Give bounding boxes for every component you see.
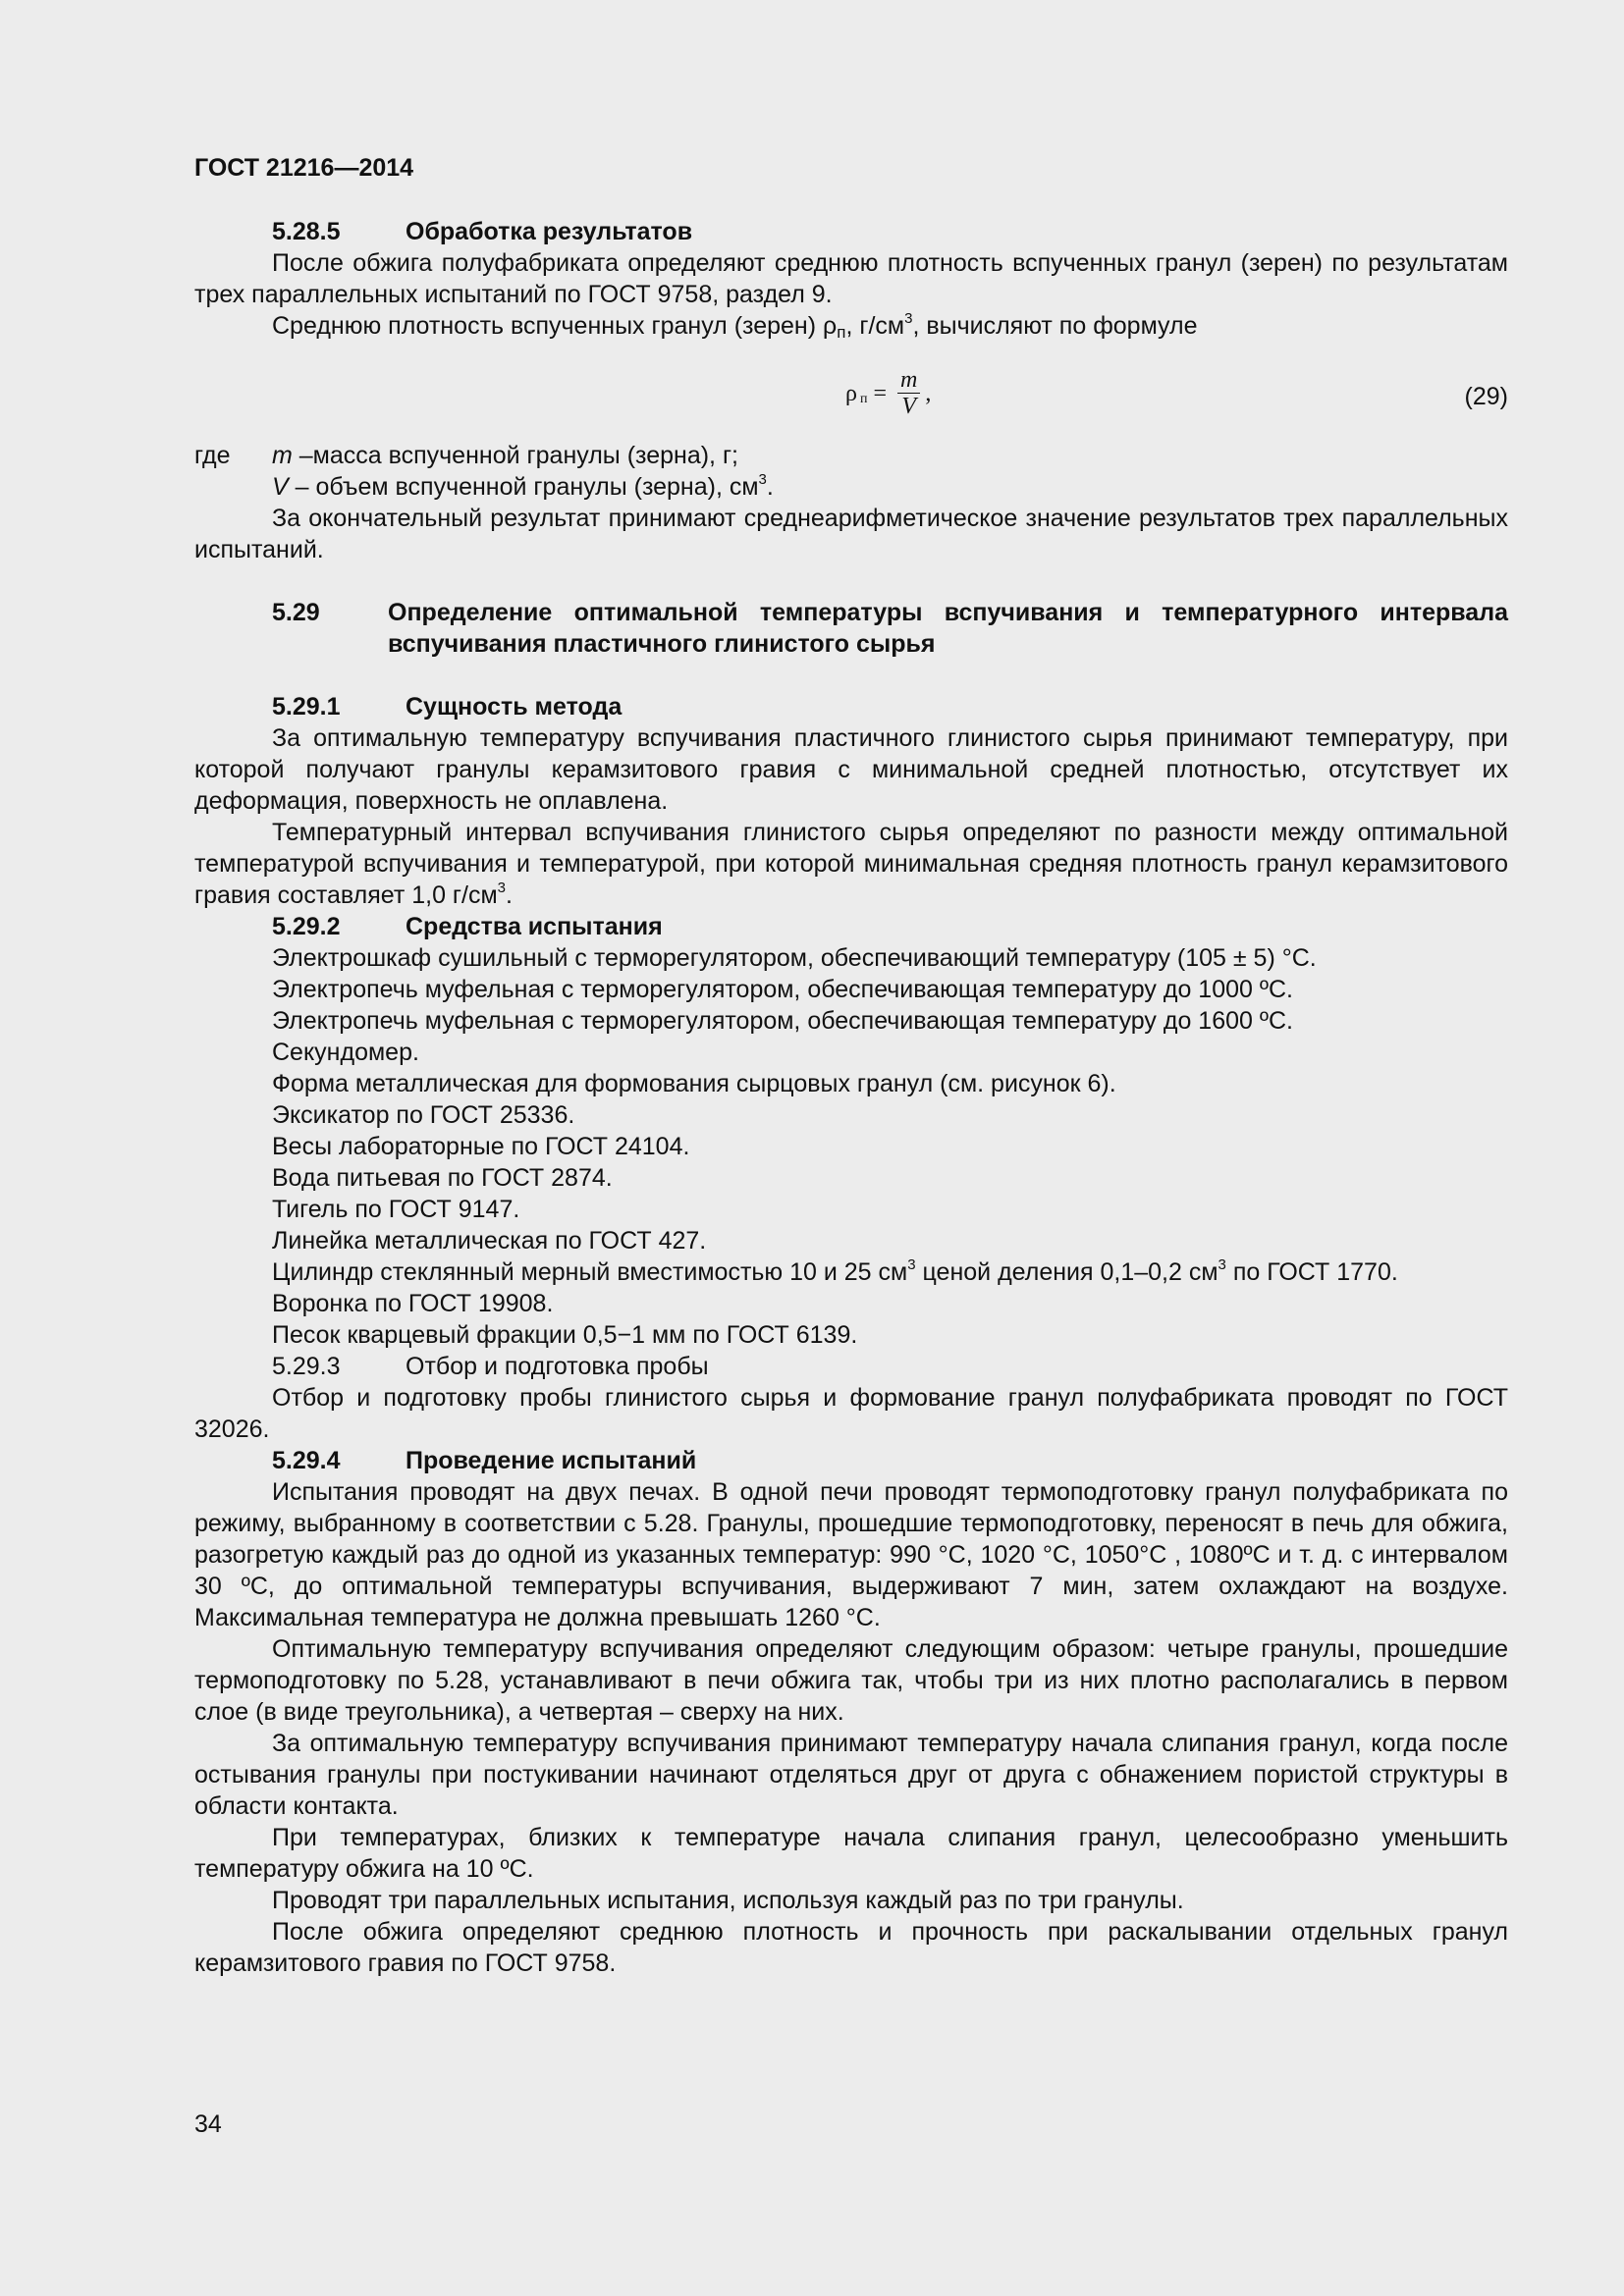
section-heading-5-28-5: [194, 216, 1508, 247]
paragraph: Оптимальную температуру вспучивания определяют следующим образом: четыре гранулы, прошедшие термоподготовку по 5.28, устанавливают в печи обжига так, чтобы три из них плотно располагались в первом слое (в виде треугольника), а четвертая – сверху на них.: [194, 1635, 1508, 1726]
superscript: 3: [904, 310, 913, 327]
superscript: 3: [758, 471, 767, 488]
paragraph: За окончательный результат принимают среднеарифметическое значение результатов трех параллельных испытаний.: [194, 505, 1508, 563]
text-run: .: [506, 881, 513, 909]
formula-lhs: ρ: [845, 380, 857, 406]
section-title: Сущность метода: [406, 693, 623, 721]
list-item: Форма металлическая для формования сырцовых гранул (см. рисунок 6).: [272, 1070, 1116, 1097]
where-indent: [194, 471, 272, 503]
section-heading-5-29-4: [194, 1445, 1508, 1476]
formula-equals: =: [873, 380, 888, 406]
list-item: [194, 1256, 1508, 1288]
paragraph: [194, 310, 1508, 342]
text-run: .: [766, 473, 774, 501]
paragraph: [194, 817, 1508, 911]
where-line-2: [194, 471, 1508, 503]
document-header: ГОСТ 21216—2014: [194, 154, 414, 182]
section-title: Проведение испытаний: [406, 1447, 697, 1474]
paragraph: После обжига полуфабриката определяют среднюю плотность вспученных гранул (зерен) по результатам трех параллельных испытаний по ГОСТ 9758, раздел 9.: [194, 249, 1508, 308]
variable-description: –масса вспученной гранулы (зерна), г;: [292, 442, 739, 469]
where-line-1: [194, 440, 1508, 471]
text-run: Цилиндр стеклянный мерный вместимостью 10 и 25 см: [272, 1258, 908, 1286]
list-item: Воронка по ГОСТ 19908.: [272, 1290, 554, 1317]
list-item: Тигель по ГОСТ 9147.: [272, 1196, 520, 1223]
variable-v: V: [272, 473, 289, 501]
section-number: 5.29.2: [272, 913, 341, 940]
formula-denominator: V: [897, 393, 920, 419]
text-run: , вычисляют по формуле: [912, 312, 1198, 340]
paragraph: За оптимальную температуру вспучивания принимают температуру начала слипания гранул, когда после остывания гранулы при постукивании начинают отделяться друг от друга с обнажением пористой структуры в области контакта.: [194, 1730, 1508, 1820]
section-heading-5-29-1: [194, 691, 1508, 722]
list-item: Линейка металлическая по ГОСТ 427.: [272, 1227, 707, 1255]
list-item: Электропечь муфельная с терморегулятором, обеспечивающая температуру до 1000 ºС.: [272, 976, 1293, 1003]
paragraph: При температурах, близких к температуре начала слипания гранул, целесообразно уменьшить температуру обжига на 10 ºС.: [194, 1824, 1508, 1883]
formula-number: (29): [1464, 383, 1508, 410]
section-number: 5.28.5: [272, 218, 341, 245]
section-number: 5.29: [272, 599, 320, 626]
section-number: 5.29.1: [272, 693, 341, 721]
paragraph: После обжига определяют среднюю плотность и прочность при раскалывании отдельных гранул керамзитового гравия по ГОСТ 9758.: [194, 1918, 1508, 1977]
text-run: ценой деления 0,1–0,2 см: [915, 1258, 1218, 1286]
section-heading-5-29: [194, 597, 1508, 660]
text-run: , г/см: [845, 312, 905, 340]
where-label: где: [194, 442, 231, 469]
section-title: Средства испытания: [406, 913, 663, 940]
section-heading-5-29-3: [194, 1351, 1508, 1382]
section-number: 5.29.3: [272, 1353, 341, 1380]
list-item: Песок кварцевый фракции 0,5−1 мм по ГОСТ 6139.: [272, 1321, 858, 1349]
text-run: Температурный интервал вспучивания глинистого сырья определяют по разности между оптимальной температурой вспучивания и температурой, при которой минимальная средняя плотность гранул керамзитового гравия составляет 1,0 г/см: [194, 819, 1508, 909]
section-title: Определение оптимальной температуры вспучивания и температурного интервала вспучивания пластичного глинистого сырья: [388, 599, 1508, 658]
text-run: по ГОСТ 1770.: [1225, 1258, 1398, 1286]
spacer: [194, 565, 1508, 597]
superscript: 3: [1218, 1256, 1226, 1273]
paragraph: Отбор и подготовку пробы глинистого сырья и формование гранул полуфабриката проводят по ГОСТ 32026.: [194, 1384, 1508, 1443]
spacer: [194, 660, 1508, 691]
list-item: Электропечь муфельная с терморегулятором, обеспечивающая температуру до 1600 ºС.: [272, 1007, 1293, 1035]
paragraph: За оптимальную температуру вспучивания пластичного глинистого сырья принимают температуру, при которой получают гранулы керамзитового гравия с минимальной средней плотностью, отсутствует их деформация, поверхность не оплавлена.: [194, 724, 1508, 815]
formula-29: [194, 342, 1508, 440]
text-run: Среднюю плотность вспученных гранул (зерен) ρ: [272, 312, 838, 340]
subscript: п: [837, 323, 846, 342]
list-item: Вода питьевая по ГОСТ 2874.: [272, 1164, 613, 1192]
section-number: 5.29.4: [272, 1447, 341, 1474]
formula-expression: ρ $_п$ = $\frac{m}{V}$ ,: [845, 367, 932, 419]
superscript: 3: [497, 880, 507, 896]
list-item: Электрошкаф сушильный с терморегулятором, обеспечивающий температуру (105 ± 5) °С.: [272, 944, 1317, 972]
paragraph: Испытания проводят на двух печах. В одной печи проводят термоподготовку гранул полуфабриката по режиму, выбранному в соответствии с 5.28. Гранулы, прошедшие термоподготовку, переносят в печь для обжига, разогретую каждый раз до одной из указанных температур: 990 °С, 1020 °С, 1050°С , 1080ºС и т. д. с интервалом 30 ºС, до оптимальной температуры вспучивания, выдерживают 7 мин, затем охлаждают на воздухе. Максимальная температура не должна превышать 1260 °С.: [194, 1478, 1508, 1631]
section-title: Отбор и подготовка пробы: [406, 1353, 709, 1380]
list-item: Весы лабораторные по ГОСТ 24104.: [272, 1133, 690, 1160]
section-title: Обработка результатов: [406, 218, 693, 245]
document-body: [194, 216, 1508, 1979]
section-heading-5-29-2: [194, 911, 1508, 942]
list-item: Секундомер.: [272, 1039, 419, 1066]
variable-m: m: [272, 442, 293, 469]
formula-fraction: [896, 367, 921, 419]
formula-comma: ,: [925, 380, 932, 406]
paragraph: Проводят три параллельных испытания, используя каждый раз по три гранулы.: [272, 1887, 1184, 1914]
list-item: Эксикатор по ГОСТ 25336.: [272, 1101, 575, 1129]
variable-description: – объем вспученной гранулы (зерна), см: [288, 473, 759, 501]
superscript: 3: [907, 1256, 916, 1273]
page-number: 34: [194, 2110, 222, 2138]
formula-numerator: m: [900, 367, 918, 393]
